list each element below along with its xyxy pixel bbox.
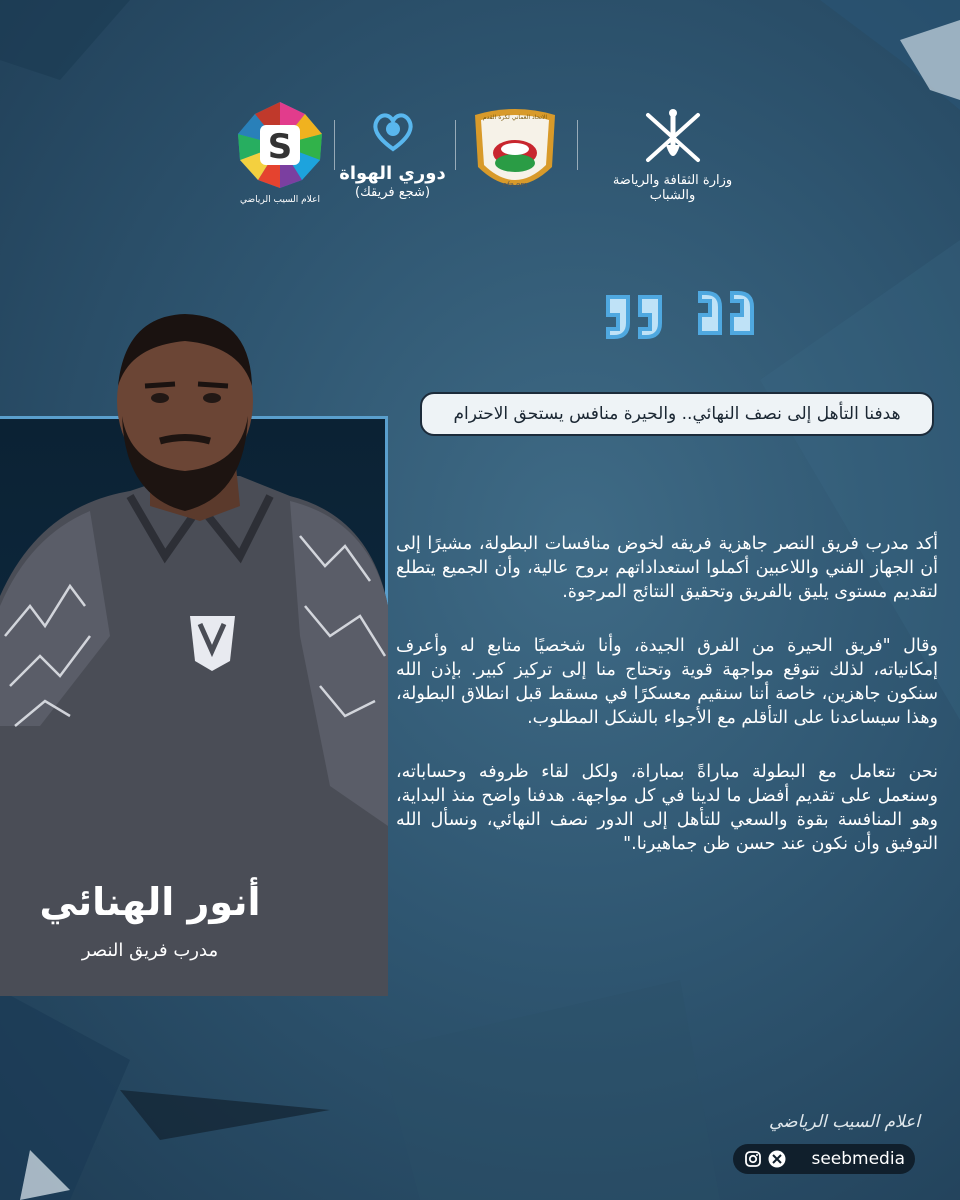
quote-marks-icon xyxy=(600,285,760,345)
paragraph: نحن نتعامل مع البطولة مباراةً بمباراة، ولكل لقاء ظروفه وحساباته، وسنعمل على تقديم أفضل ما لدينا في كل مواجهة. هدفنا واضح منذ البداية، وهو المنافسة بقوة والسعي للتأهل إلى الدور نصف النهائي، ونسأل الله التوفيق وأن نكون عند حسن ظن جماهيرنا." xyxy=(396,762,938,854)
social-handle-badge[interactable] xyxy=(733,1144,915,1174)
headline: هدفنا التأهل إلى نصف النهائي.. والحيرة منافس يستحق الاحترام xyxy=(420,392,934,436)
seeb-star-icon xyxy=(230,102,330,192)
efa-shield-icon xyxy=(470,105,560,200)
coach-title: مدرب فريق النصر xyxy=(81,940,219,961)
oman-football-association-logo xyxy=(470,105,560,200)
logo-divider xyxy=(455,120,456,170)
dawry-subtitle: (شجع فريقك) xyxy=(354,184,431,200)
amateur-league-logo xyxy=(335,105,450,215)
seeb-caption: اعلام السيب الرياضي xyxy=(240,195,320,205)
footer-brand: اعلام السيب الرياضي xyxy=(768,1112,920,1132)
khanjar-emblem-icon xyxy=(638,105,708,170)
svg-text:efa.om: efa.om xyxy=(502,181,528,189)
paragraph: أكد مدرب فريق النصر جاهزية فريقه لخوض منافسات البطولة، مشيرًا إلى أن الجهاز الفني واللاعبين أكملوا استعداداتهم بروح عالية، وأن الجميع يتطلع لتقديم مستوى يليق بالفريق وتحقيق النتائج المرجوة. xyxy=(396,534,938,602)
svg-text:الاتحاد العماني لكرة القدم: الاتحاد العماني لكرة القدم xyxy=(482,114,548,121)
article-body xyxy=(396,532,938,886)
logo-divider xyxy=(577,120,578,170)
coach-name: أنور الهنائي xyxy=(39,880,261,924)
heart-ball-icon xyxy=(368,105,418,155)
ministry-logo xyxy=(590,105,755,203)
paragraph: وقال "فريق الحيرة من الفرق الجيدة، وأنا شخصيًا متابع له وأعرف إمكانياته، لذلك نتوقع مواجهة قوية وتحتاج منا إلى تركيز كبير. بإذن الله سنكون جاهزين، خاصة أننا سنقيم معسكرًا في مسقط قبل انطلاق البطولة، وهذا سيساعدنا على التأقلم مع الأجواء بالشكل المطلوب. xyxy=(396,636,938,728)
seeb-media-logo xyxy=(230,102,330,212)
social-handle-text: seebmedia xyxy=(811,1149,905,1169)
x-icon[interactable] xyxy=(767,1149,787,1169)
svg-text:S: S xyxy=(267,127,293,167)
dawry-title: دوري الهواة xyxy=(339,163,446,184)
instagram-icon[interactable] xyxy=(743,1149,763,1169)
ministry-caption: وزارة الثقافة والرياضة والشباب xyxy=(612,173,733,203)
